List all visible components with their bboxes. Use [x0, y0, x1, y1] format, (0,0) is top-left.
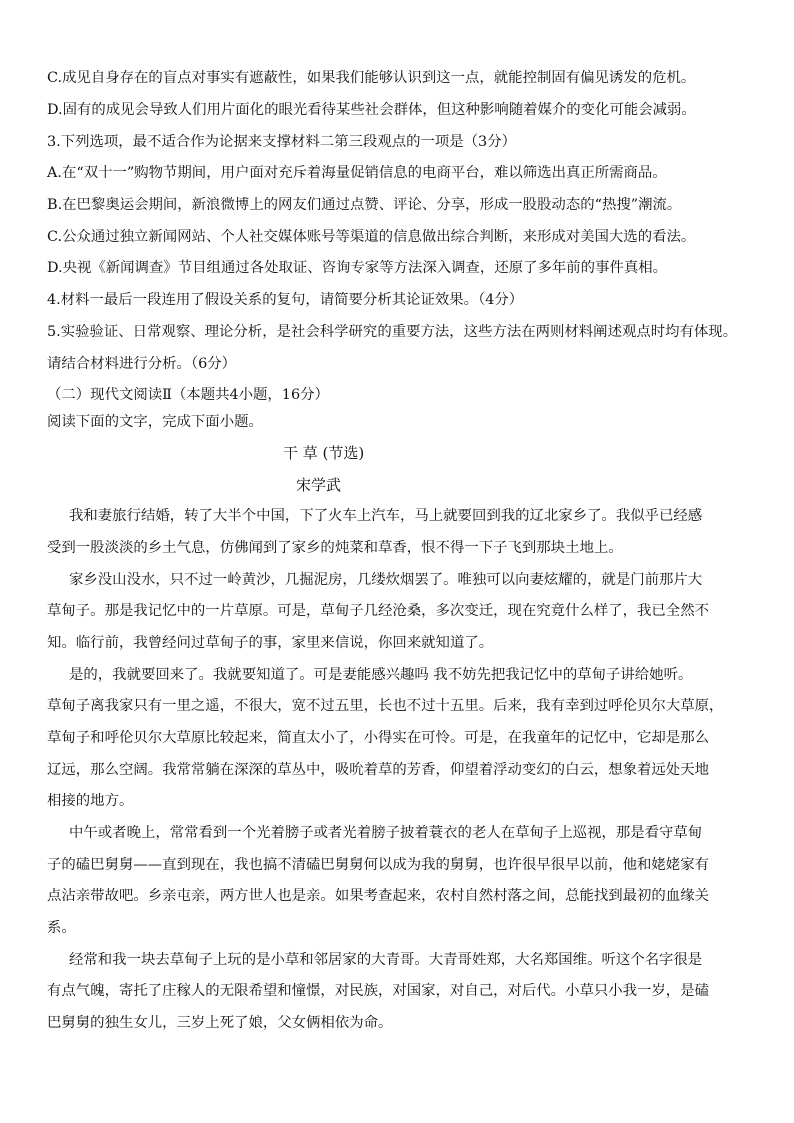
- question-3-option-a: A.在“双十一”购物节期间，用户面对充斥着海量促销信息的电商平台，难以筛选出真正所需商品。: [47, 165, 667, 181]
- question-3-option-b: B.在巴黎奥运会期间，新浪微博上的网友们通过点赞、评论、分享，形成一股股动态的“热搜”潮流。: [47, 197, 682, 213]
- paragraph-line: 子的磕巴舅舅——直到现在，我也搞不清磕巴舅舅何以成为我的舅舅，也许很早很早以前，他和姥姥家有: [47, 857, 709, 873]
- paragraph-line: 巴舅舅的独生女儿，三岁上死了娘，父女俩相依为命。: [47, 1015, 393, 1031]
- question-5-line-2: 请结合材料进行分析。（6分）: [47, 356, 237, 372]
- paragraph-line: 受到一股淡淡的乡土气息，仿佛闻到了家乡的炖菜和草香，恨不得一下子飞到那块土地上。: [47, 540, 623, 556]
- paragraph-line: 经常和我一块去草甸子上玩的是小草和邻居家的大青哥。大青哥姓郑，大名郑国维。听这个名字很是: [69, 952, 703, 968]
- question-2-option-c: C.成见自身存在的盲点对事实有遮蔽性，如果我们能够认识到这一点，就能控制固有偏见诱发的危机。: [47, 70, 696, 86]
- paragraph-line: 相接的地方。: [47, 793, 134, 809]
- question-3-option-d: D.央视《新闻调查》节目组通过各处取证、咨询专家等方法深入调查，还原了多年前的事件真相。: [47, 260, 668, 276]
- question-3-stem: 3.下列选项，最不适合作为论据来支撑材料二第三段观点的一项是（3分）: [47, 134, 516, 150]
- question-5-line-1: 5.实验验证、日常观察、理论分析，是社会科学研究的重要方法，这些方法在两则材料阐述观点时均有体现。: [47, 324, 738, 340]
- section-heading: （二）现代文阅读Ⅱ（本题共4小题，16分）: [47, 387, 329, 403]
- article-title: 干 草 (节选): [283, 444, 365, 462]
- paragraph-line: 家乡没山没水，只不过一岭黄沙，几掘泥房，几缕炊烟罢了。唯独可以向妻炫耀的，就是门前那片大: [69, 572, 703, 588]
- reading-instruction: 阅读下面的文字，完成下面小题。: [47, 414, 263, 430]
- question-4: 4.材料一最后一段连用了假设关系的复句，请简要分析其论证效果。（4分）: [47, 292, 524, 308]
- paragraph-line: 辽远，那么空阔。我常常躺在深深的草丛中，吸吮着草的芳香，仰望着浮动变幻的白云，想象着远处天地: [47, 762, 709, 778]
- paragraph-line: 中午或者晚上，常常看到一个光着膀子或者光着膀子披着蓑衣的老人在草甸子上巡视，那是看守草甸: [69, 825, 703, 841]
- paragraph-line: 是的，我就要回来了。我就要知道了。可是妻能感兴趣吗 我不妨先把我记忆中的草甸子讲给她听。: [69, 667, 693, 683]
- paragraph-line: 知。临行前，我曾经问过草甸子的事，家里来信说，你回来就知道了。: [47, 635, 494, 651]
- article-author: 宋学武: [296, 476, 342, 494]
- paragraph-line: 我和妻旅行结婚，转了大半个中国，下了火车上汽车，马上就要回到我的辽北家乡了。我似乎已经感: [69, 508, 703, 524]
- question-3-option-c: C.公众通过独立新闻网站、个人社交媒体账号等渠道的信息做出综合判断，来形成对美国大选的看法。: [47, 229, 696, 245]
- paragraph-line: 草甸子离我家只有一里之遥，不很大，宽不过五里，长也不过十五里。后来，我有幸到过呼伦贝尔大草原，: [47, 698, 724, 714]
- question-2-option-d: D.固有的成见会导致人们用片面化的眼光看待某些社会群体，但这种影响随着媒介的变化可能会减弱。: [47, 102, 696, 118]
- paragraph-line: 草甸子。那是我记忆中的一片草原。可是，草甸子几经沧桑，多次变迁，现在究竟什么样了，我已全然不: [47, 603, 709, 619]
- paragraph-line: 草甸子和呼伦贝尔大草原比较起来，简直太小了，小得实在可怜。可是，在我童年的记忆中，它却是那么: [47, 730, 709, 746]
- paragraph-line: 系。: [47, 920, 76, 936]
- paragraph-line: 点沾亲带故吧。乡亲屯亲，两方世人也是亲。如果考查起来，农村自然村落之间，总能找到最初的血缘关: [47, 888, 709, 904]
- paragraph-line: 有点气魄，寄托了庄稼人的无限希望和憧憬，对民族，对国家，对自己，对后代。小草只小我一岁，是磕: [47, 983, 709, 999]
